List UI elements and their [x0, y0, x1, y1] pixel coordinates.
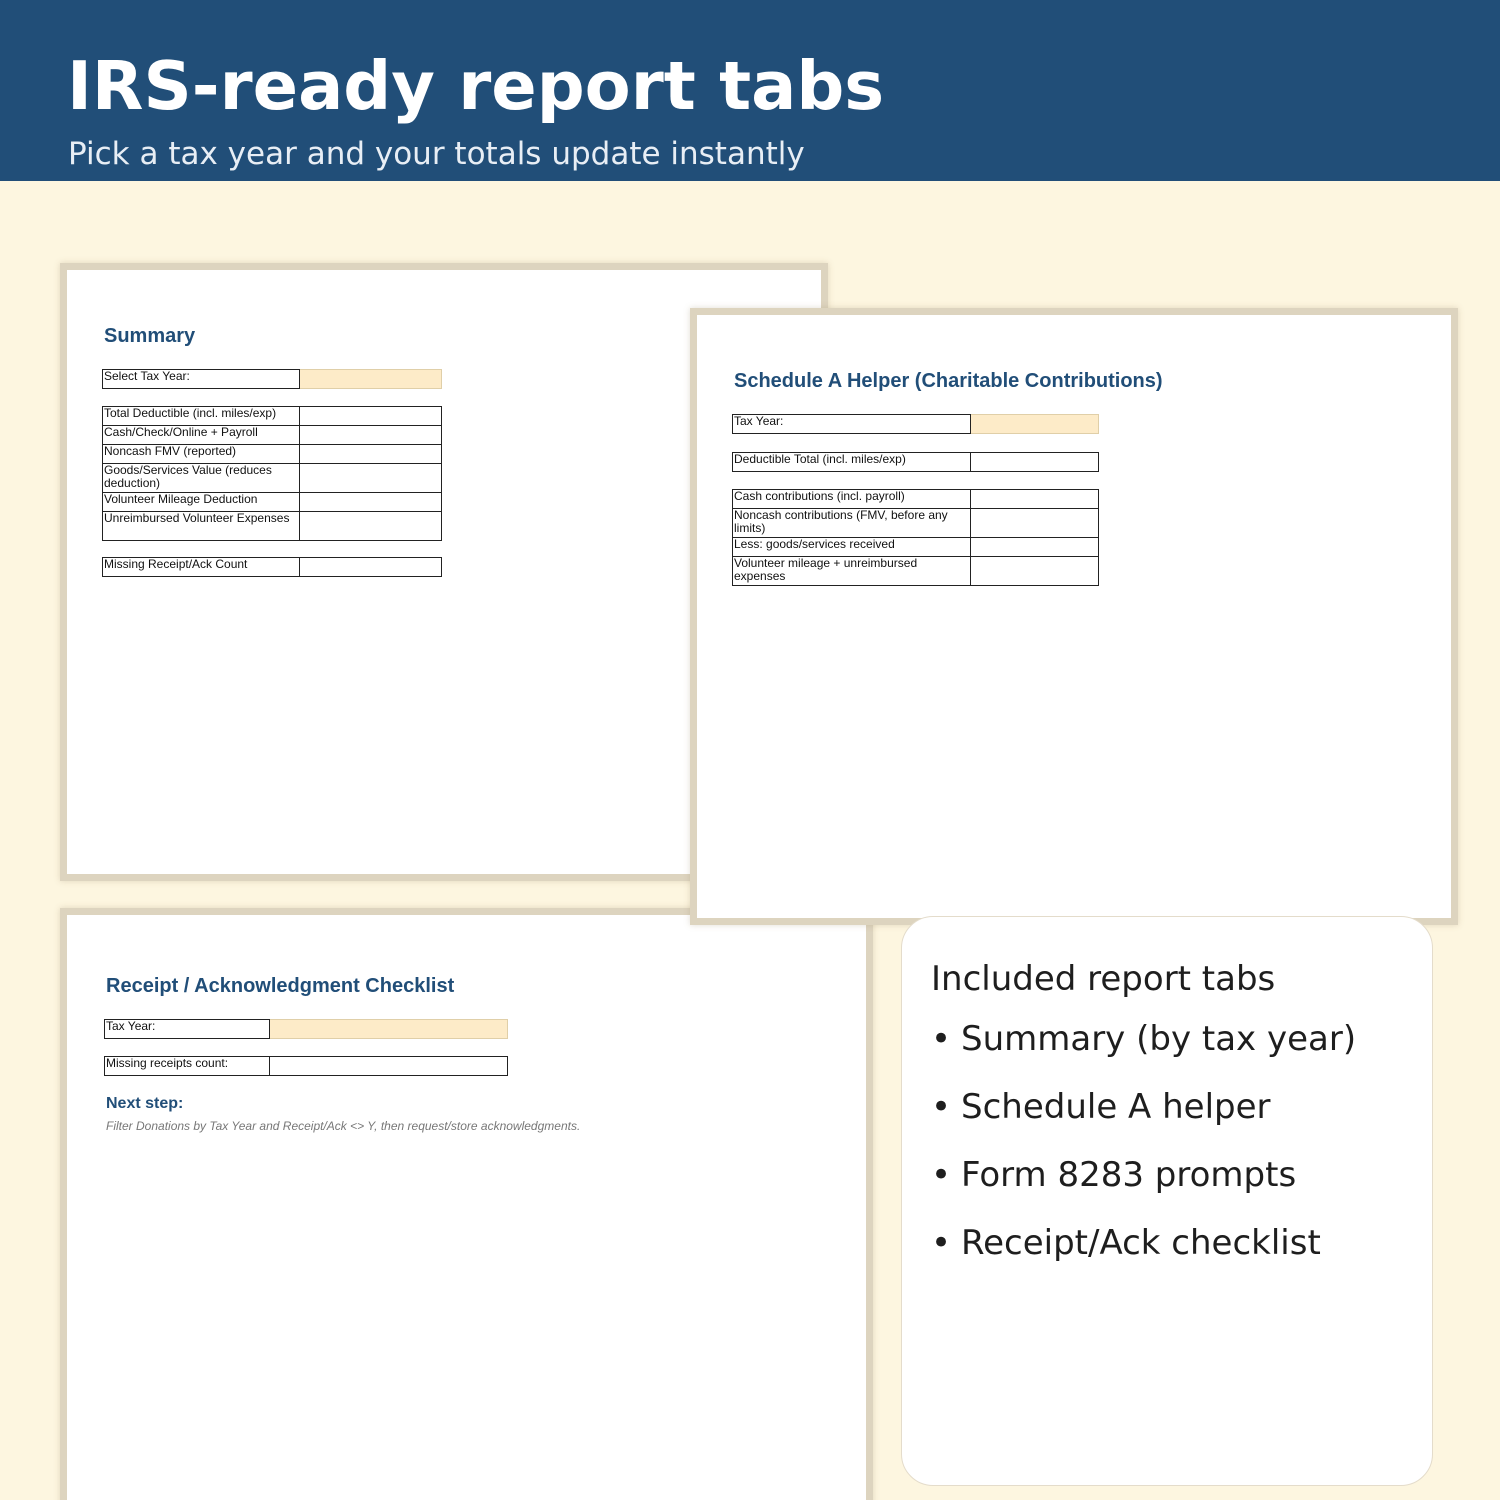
receipt-checklist-sheet-preview	[60, 908, 873, 1500]
row-value-cell[interactable]	[300, 512, 442, 541]
table-row	[103, 493, 442, 512]
schedule-tax-year-table	[732, 414, 1099, 434]
row-label: Unreimbursed Volunteer Expenses	[103, 512, 300, 541]
tax-year-input-cell[interactable]	[270, 1020, 508, 1039]
list-item	[931, 1019, 1356, 1087]
table-row	[103, 426, 442, 445]
summary-missing-table	[102, 557, 442, 577]
list-item	[931, 1155, 1356, 1223]
row-value-cell[interactable]	[300, 493, 442, 512]
list-item-label: Summary (by tax year)	[961, 1019, 1357, 1059]
schedule-contributions-table	[732, 489, 1099, 586]
table-row	[733, 557, 1099, 586]
row-value-cell[interactable]	[300, 464, 442, 493]
schedule-a-sheet-title: Schedule A Helper (Charitable Contributions)	[734, 370, 1163, 392]
row-value-cell[interactable]	[300, 426, 442, 445]
next-step-instructions: Filter Donations by Tax Year and Receipt/Ack <> Y, then request/store acknowledgments.	[106, 1119, 581, 1133]
next-step-heading: Next step:	[106, 1095, 184, 1112]
list-item-label: Form 8283 prompts	[961, 1155, 1297, 1195]
tax-year-label: Tax Year:	[733, 415, 971, 434]
row-label: Less: goods/services received	[733, 538, 971, 557]
card-title: Included report tabs	[931, 959, 1276, 999]
summary-sheet-title: Summary	[104, 325, 196, 347]
table-row	[103, 407, 442, 426]
summary-tax-year-table	[102, 369, 442, 389]
row-label: Volunteer mileage + unreimbursed expenses	[733, 557, 971, 586]
row-value-cell[interactable]	[300, 445, 442, 464]
table-row	[103, 464, 442, 493]
row-value-cell[interactable]	[971, 557, 1099, 586]
receipt-tax-year-table	[104, 1019, 508, 1039]
row-label: Cash/Check/Online + Payroll	[103, 426, 300, 445]
schedule-deductible-table	[732, 452, 1099, 472]
tax-year-input-cell[interactable]	[300, 370, 442, 389]
deductible-total-label: Deductible Total (incl. miles/exp)	[733, 453, 971, 472]
receipt-missing-table	[104, 1056, 508, 1076]
row-value-cell[interactable]	[971, 538, 1099, 557]
row-label: Noncash FMV (reported)	[103, 445, 300, 464]
row-label: Total Deductible (incl. miles/exp)	[103, 407, 300, 426]
tax-year-label: Select Tax Year:	[103, 370, 300, 389]
missing-receipts-cell[interactable]	[270, 1057, 508, 1076]
table-row	[733, 538, 1099, 557]
receipt-sheet-title: Receipt / Acknowledgment Checklist	[106, 975, 455, 997]
included-tabs-card	[901, 916, 1433, 1486]
page-subtitle: Pick a tax year and your totals update instantly	[68, 136, 805, 172]
row-value-cell[interactable]	[300, 407, 442, 426]
missing-count-label: Missing Receipt/Ack Count	[103, 558, 300, 577]
list-item-label: Schedule A helper	[961, 1087, 1271, 1127]
table-row	[103, 445, 442, 464]
tax-year-input-cell[interactable]	[971, 415, 1099, 434]
page-title: IRS-ready report tabs	[67, 47, 885, 125]
deductible-total-cell[interactable]	[971, 453, 1099, 472]
table-row	[733, 490, 1099, 509]
bullet-icon: •	[931, 1155, 952, 1195]
list-item	[931, 1223, 1356, 1291]
bullet-icon: •	[931, 1087, 952, 1127]
missing-receipts-label: Missing receipts count:	[105, 1057, 270, 1076]
table-row	[733, 509, 1099, 538]
schedule-a-sheet-preview	[690, 308, 1458, 925]
header-banner	[0, 0, 1500, 181]
list-item-label: Receipt/Ack checklist	[961, 1223, 1321, 1263]
table-row	[103, 512, 442, 541]
row-value-cell[interactable]	[971, 490, 1099, 509]
row-label: Volunteer Mileage Deduction	[103, 493, 300, 512]
included-tabs-list	[931, 1019, 1356, 1291]
missing-count-cell[interactable]	[300, 558, 442, 577]
row-label: Goods/Services Value (reduces deduction)	[103, 464, 300, 493]
tax-year-label: Tax Year:	[105, 1020, 270, 1039]
list-item	[931, 1087, 1356, 1155]
row-label: Noncash contributions (FMV, before any limits)	[733, 509, 971, 538]
row-value-cell[interactable]	[971, 509, 1099, 538]
summary-totals-table	[102, 406, 442, 541]
bullet-icon: •	[931, 1019, 952, 1059]
bullet-icon: •	[931, 1223, 952, 1263]
row-label: Cash contributions (incl. payroll)	[733, 490, 971, 509]
